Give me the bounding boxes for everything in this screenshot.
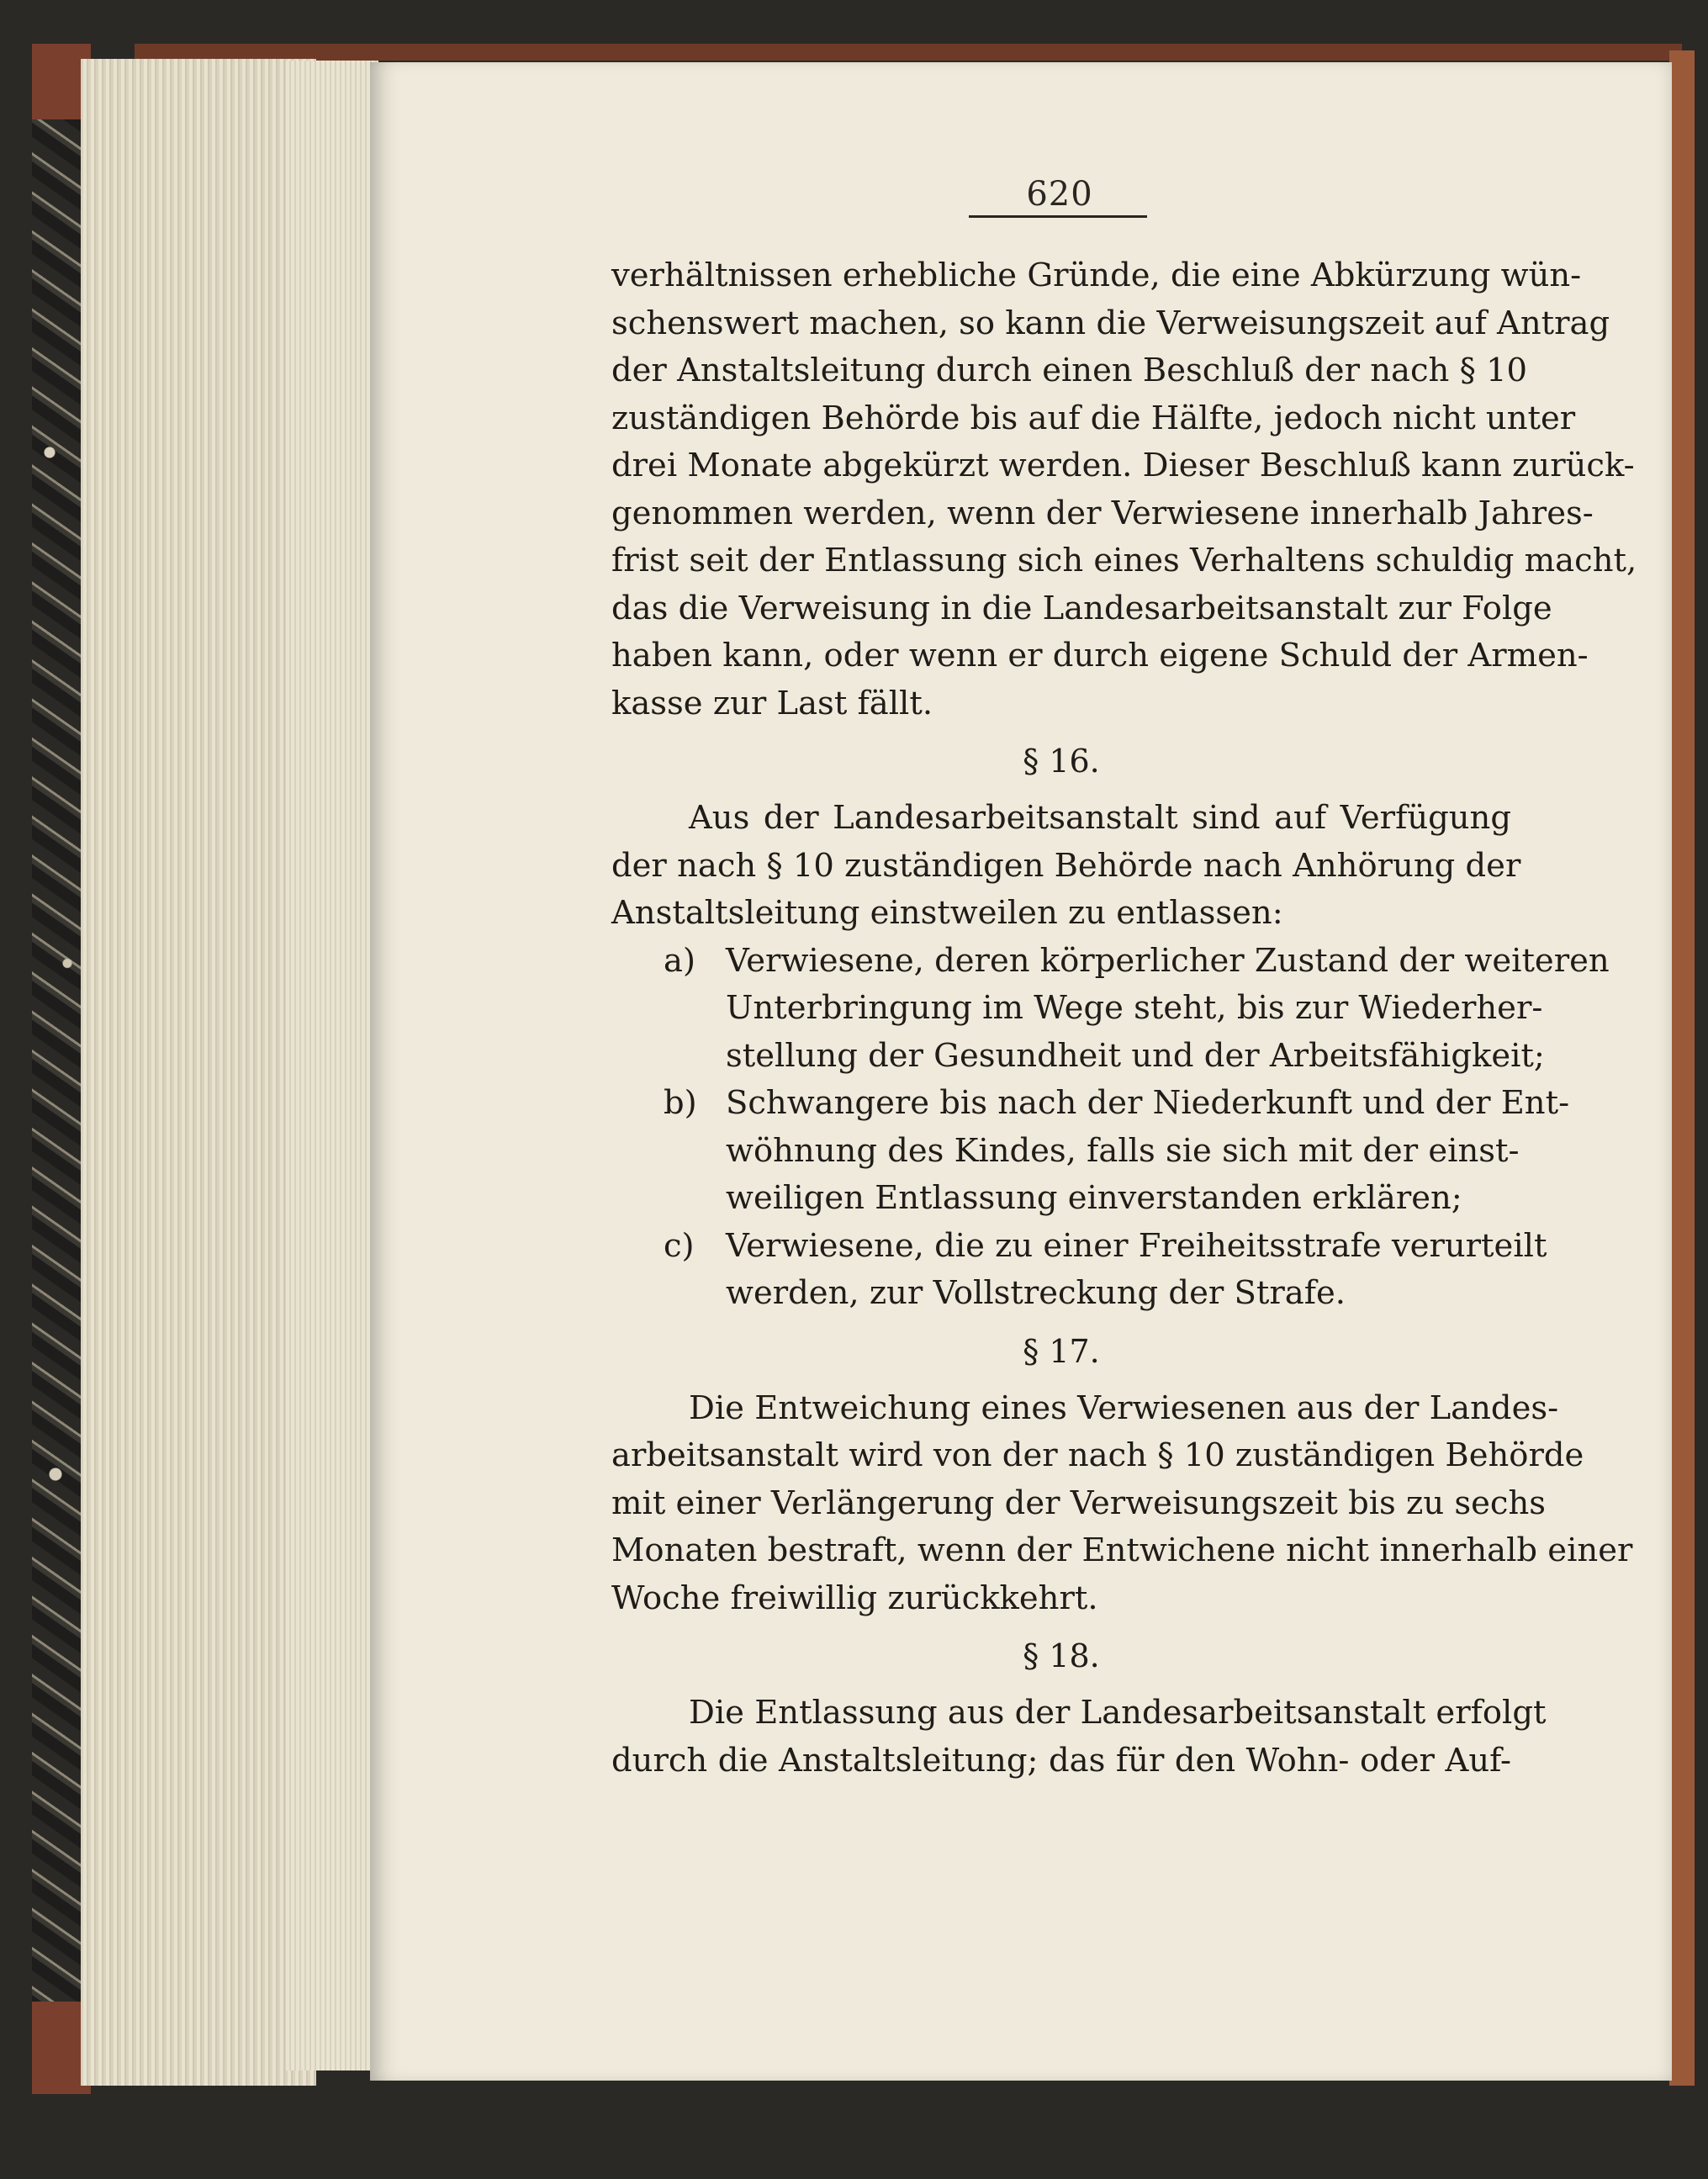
page-body	[611, 252, 1637, 1785]
text-line: der Anstaltsleitung durch einen Beschluß der nach § 10	[611, 352, 1528, 389]
list-item-label: c)	[664, 1226, 695, 1265]
list-item-b	[611, 1080, 1570, 1223]
list-item-c	[611, 1223, 1547, 1318]
text-line: durch die Anstaltsleitung; das für den Wohn- oder Auf-	[611, 1741, 1511, 1780]
text-line: schenswert machen, so kann die Verweisungszeit auf Antrag	[611, 304, 1610, 342]
book-headband	[135, 44, 1682, 61]
text-line: frist seit der Entlassung sich eines Verhaltens schuldig macht,	[611, 542, 1637, 579]
text-line: genommen werden, wenn der Verwiesene innerhalb Jahres-	[611, 494, 1594, 532]
paragraph-17	[611, 1385, 1633, 1623]
section-heading-18: § 18.	[1023, 1637, 1100, 1674]
text-line: Woche freiwillig zurückkehrt.	[611, 1579, 1098, 1617]
text-line: Unterbringung im Wege steht, bis zur Wiederher-	[726, 989, 1543, 1027]
text-line: Die Entlassung aus der Landesarbeitsanstalt erfolgt	[689, 1694, 1547, 1732]
section-heading-16: § 16.	[1023, 743, 1100, 780]
text-line: drei Monate abgekürzt werden. Dieser Beschluß kann zurück-	[611, 447, 1635, 484]
text-line: Aus der Landesarbeitsanstalt sind auf Verfügung	[689, 799, 1511, 837]
list-item-a	[611, 938, 1610, 1081]
section-heading-17: § 17.	[1023, 1332, 1100, 1370]
paragraph-16	[611, 795, 1521, 938]
text-line: zuständigen Behörde bis auf die Hälfte, jedoch nicht unter	[611, 399, 1576, 437]
text-line: wöhnung des Kindes, falls sie sich mit der einst-	[726, 1131, 1520, 1170]
text-line: der nach § 10 zuständigen Behörde nach Anhörung der	[611, 846, 1521, 885]
text-line: Verwiesene, die zu einer Freiheitsstrafe verurteilt	[726, 1226, 1547, 1265]
text-line: werden, zur Vollstreckung der Strafe.	[726, 1274, 1346, 1312]
paragraph-18	[611, 1690, 1547, 1785]
text-line: das die Verweisung in die Landesarbeitsanstalt zur Folge	[611, 589, 1552, 627]
text-line: kasse zur Last fällt.	[611, 684, 933, 722]
cover-edge-right	[1669, 50, 1695, 2086]
page-block-edges-inner	[286, 61, 378, 2071]
page-number: 620	[1026, 175, 1093, 214]
text-line: verhältnissen erhebliche Gründe, die eine Abkürzung wün-	[611, 257, 1582, 294]
text-line: Schwangere bis nach der Niederkunft und der Ent-	[726, 1084, 1570, 1122]
list-item-label: b)	[664, 1084, 697, 1122]
text-line: stellung der Gesundheit und der Arbeitsfähigkeit;	[726, 1036, 1545, 1075]
paragraph-continuation	[611, 252, 1637, 727]
text-line: Verwiesene, deren körperlicher Zustand der weiteren	[726, 941, 1610, 980]
list-item-label: a)	[664, 941, 695, 980]
text-line: arbeitsanstalt wird von der nach § 10 zuständigen Behörde	[611, 1436, 1584, 1474]
text-line: Monaten bestraft, wenn der Entwichene nicht innerhalb einer	[611, 1531, 1633, 1569]
text-line: haben kann, oder wenn er durch eigene Schuld der Armen-	[611, 637, 1589, 674]
page-block-edges	[81, 59, 316, 2086]
text-line: mit einer Verlängerung der Verweisungszeit bis zu sechs	[611, 1484, 1547, 1522]
text-line: Anstaltsleitung einstweilen zu entlassen:	[611, 894, 1283, 932]
text-line: Die Entweichung eines Verwiesenen aus der Landes-	[689, 1388, 1559, 1427]
text-line: weiligen Entlassung einverstanden erklären;	[726, 1179, 1462, 1217]
page-number-rule	[969, 215, 1147, 218]
